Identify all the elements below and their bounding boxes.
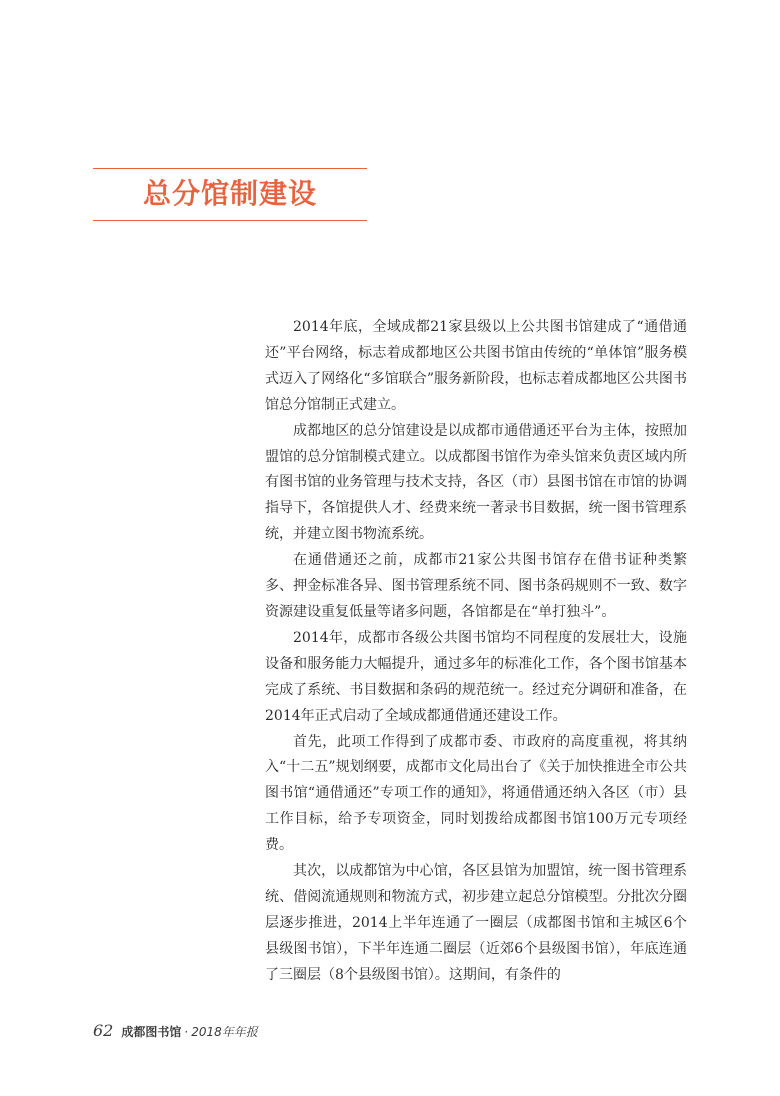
- page-footer: [93, 1021, 258, 1040]
- title-rule-top: [93, 168, 367, 169]
- paragraph: 2014年底，全域成都21家县级以上公共图书馆建成了“通借通还”平台网络，标志着成都地区公共图书馆由传统的“单体馆”服务模式迈入了网络化“多馆联合”服务新阶段，也标志着成都地区公共图书馆总分馆制正式建立。: [265, 319, 687, 413]
- title-rule-bottom: [93, 220, 367, 221]
- body-text: [265, 315, 687, 989]
- paragraph: 在通借通还之前，成都市21家公共图书馆存在借书证种类繁多、押金标准各异、图书管理系统不同、图书条码规则不一致、数字资源建设重复低量等诸多问题，各馆都是在“单打独斗”。: [265, 552, 687, 620]
- publication-name: 成都图书馆: [121, 1025, 182, 1039]
- paragraph: 首先，此项工作得到了成都市委、市政府的高度重视，将其纳入“十二五”规划纲要，成都市文化局出台了《关于加快推进全市公共图书馆“通借通还”专项工作的通知》，将通借通还纳入各区（市）县工作目标，给予专项资金，同时划拨给成都图书馆100万元专项经费。: [265, 733, 687, 854]
- report-title: 2018年年报: [191, 1025, 258, 1039]
- paragraph: 2014年，成都市各级公共图书馆均不同程度的发展壮大，设施设备和服务能力大幅提升，通过多年的标准化工作，各个图书馆基本完成了系统、书目数据和条码的规范统一。经过充分调研和准备，在2014年正式启动了全域成都通借通还建设工作。: [265, 629, 687, 724]
- footer-separator: ·: [184, 1025, 189, 1039]
- paragraph: 其次，以成都馆为中心馆，各区县馆为加盟馆，统一图书管理系统、借阅流通规则和物流方式，初步建立起总分馆模型。分批次分圈层逐步推进，2014上半年连通了一圈层（成都图书馆和主城区6个县级图书馆），下半年连通二圈层（近郊6个县级图书馆），年底连通了三圈层（8个县级图书馆）。这期间，有条件的: [265, 863, 687, 983]
- page-number: 62: [93, 1021, 114, 1040]
- section-title: 总分馆制建设: [142, 177, 317, 210]
- paragraph: 成都地区的总分馆建设是以成都市通借通还平台为主体，按照加盟馆的总分馆制模式建立。以成都图书馆作为牵头馆来负责区域内所有图书馆的业务管理与技术支持，各区（市）县图书馆在市馆的协调指导下，各馆提供人才、经费来统一著录书目数据，统一图书管理系统，并建立图书物流系统。: [265, 422, 687, 543]
